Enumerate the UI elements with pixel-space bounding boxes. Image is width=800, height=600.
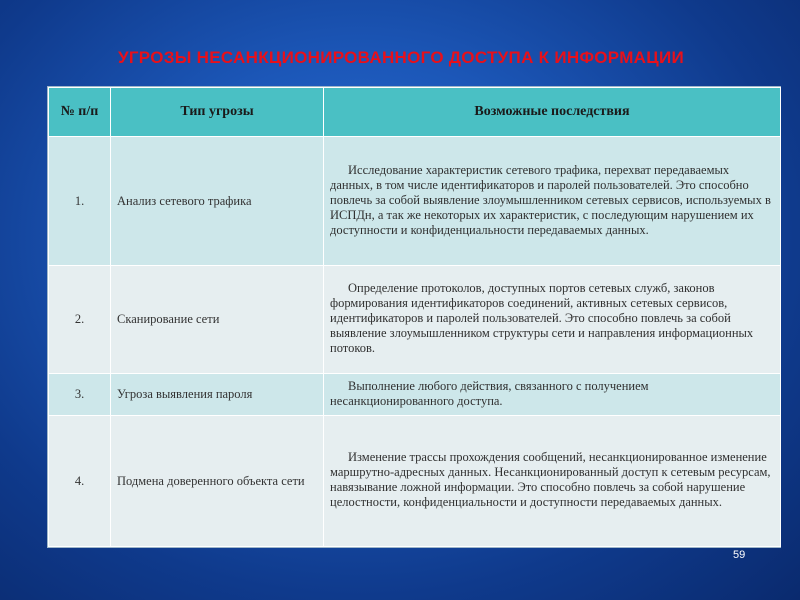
table-row — [49, 137, 781, 266]
threat-type: Угроза выявления пароля — [111, 374, 324, 416]
threats-table — [47, 86, 781, 548]
table-row — [49, 266, 781, 374]
header-threat-type: Тип угрозы — [111, 88, 324, 137]
table-row — [49, 374, 781, 416]
threat-consequences — [324, 266, 781, 374]
table-header-row — [49, 88, 781, 137]
header-consequences: Возможные последствия — [324, 88, 781, 137]
threat-type: Подмена доверенного объекта сети — [111, 416, 324, 547]
threat-consequences — [324, 416, 781, 547]
row-number: 2. — [49, 266, 111, 374]
row-number: 4. — [49, 416, 111, 547]
consequences-text: Выполнение любого действия, связанного с получением несанкционированного доступа. — [330, 378, 649, 408]
threat-consequences — [324, 374, 781, 416]
threat-type: Сканирование сети — [111, 266, 324, 374]
page-number: 59 — [733, 549, 746, 561]
row-number: 3. — [49, 374, 111, 416]
header-number: № п/п — [49, 88, 111, 137]
threat-type: Анализ сетевого трафика — [111, 137, 324, 266]
consequences-text: Определение протоколов, доступных портов сетевых служб, законов формирования идентификаторов соединений, активных сетевых сервисов, идентификаторов и паролей пользователей. Это способно повлечь за собой выявление злоумышленником структуры сети и направления информационных потоков. — [330, 281, 754, 355]
row-number: 1. — [49, 137, 111, 266]
slide-title: УГРОЗЫ НЕСАНКЦИОНИРОВАННОГО ДОСТУПА К ИНФОРМАЦИИ — [118, 48, 685, 67]
table-row — [49, 416, 781, 547]
consequences-text: Исследование характеристик сетевого трафика, перехват передаваемых данных, в том числе идентификаторов и паролей пользователей. Это способно повлечь за собой выявление злоумышленником сетевых сервисов, используемых в ИСПДн, а так же некоторых их характеристик, с последующим нарушением их доступности и конфиденциальности передаваемых данных. — [330, 162, 771, 237]
threat-consequences — [324, 137, 781, 266]
consequences-text: Изменение трассы прохождения сообщений, несанкционированное изменение маршрутно-адресных данных. Несанкционированный доступ к сетевым ресурсам, навязывание ложной информации. Это способно повлечь за собой нарушение целостности, конфиденциальности и доступности передаваемых данных. — [330, 450, 771, 509]
